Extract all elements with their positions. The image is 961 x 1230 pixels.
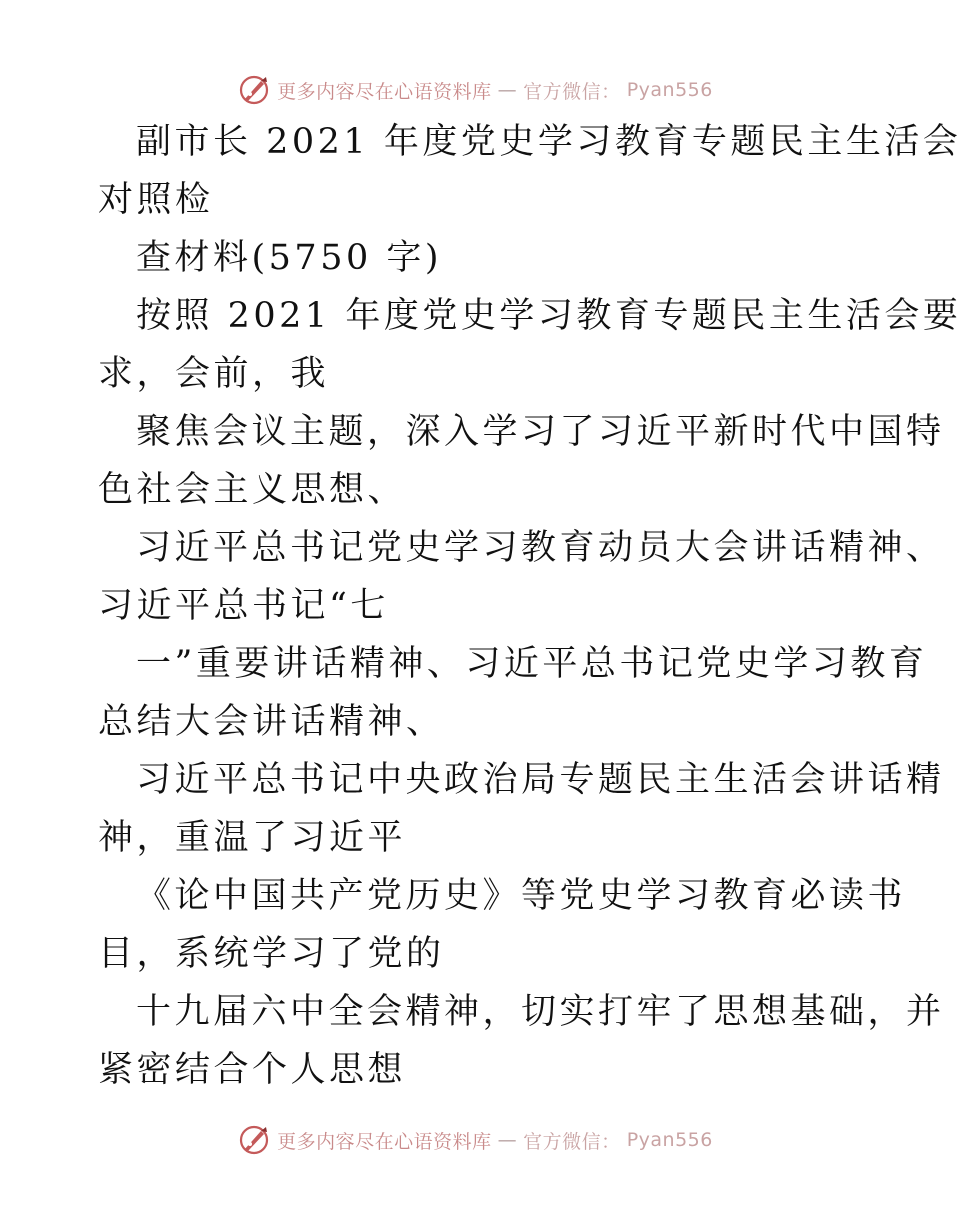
watermark-site-text: 更多内容尽在心语资料库: [277, 1130, 492, 1153]
body-line: 十九届六中全会精神，切实打牢了思想基础，并: [136, 992, 945, 1032]
watermark-wechat-label: 官方微信：: [523, 80, 621, 103]
document-body: [98, 113, 961, 1099]
body-line: 紧密结合个人思想: [98, 1050, 407, 1090]
header-watermark: [0, 70, 950, 110]
title-line-1: 副市长 2021 年度党史学习教育专题民主生活会: [136, 122, 961, 162]
body-line: 神，重温了习近平: [98, 818, 407, 858]
quill-logo-icon: [237, 1123, 271, 1157]
watermark-dash: —: [497, 79, 518, 101]
body-line: 色社会主义思想、: [98, 470, 407, 510]
footer-watermark: [0, 1120, 950, 1160]
title-line-3: 查材料(5750 字): [136, 238, 443, 278]
body-line: 聚焦会议主题，深入学习了习近平新时代中国特: [136, 412, 945, 452]
body-line: 习近平总书记党史学习教育动员大会讲话精神、: [136, 528, 945, 568]
watermark-wechat-label: 官方微信：: [523, 1130, 621, 1153]
watermark-row: [237, 73, 713, 107]
quill-logo-icon: [237, 73, 271, 107]
body-line: 总结大会讲话精神、: [98, 702, 445, 742]
body-line: 求，会前，我: [98, 354, 330, 394]
watermark-site-text: 更多内容尽在心语资料库: [277, 80, 492, 103]
body-line: 习近平总书记“七: [98, 586, 389, 626]
body-line: 习近平总书记中央政治局专题民主生活会讲话精: [136, 760, 945, 800]
watermark-row: [237, 1123, 713, 1157]
title-line-2: 对照检: [98, 180, 214, 220]
watermark-dash: —: [497, 1129, 518, 1151]
body-line: 《论中国共产党历史》等党史学习教育必读书: [136, 876, 907, 916]
watermark-wechat-id: Pyan556: [626, 1129, 713, 1151]
watermark-wechat-id: Pyan556: [626, 79, 713, 101]
body-line: 目，系统学习了党的: [98, 934, 445, 974]
body-line: 按照 2021 年度党史学习教育专题民主生活会要: [136, 296, 961, 336]
body-line: 一”重要讲话精神、习近平总书记党史学习教育: [136, 644, 928, 684]
